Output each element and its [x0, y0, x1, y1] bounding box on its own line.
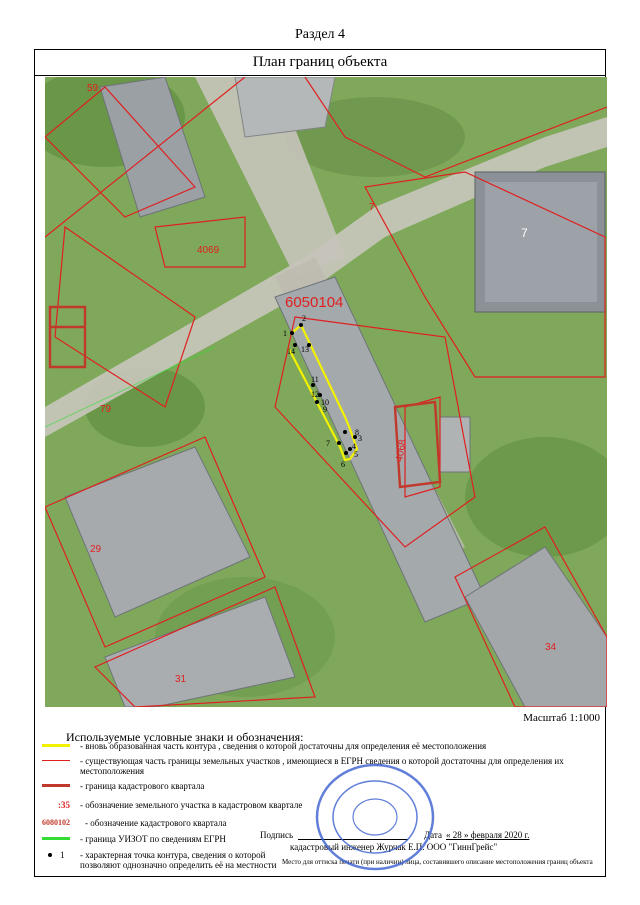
signature-label: Подпись: [260, 830, 294, 840]
parcel-label: 34: [545, 642, 557, 653]
point-label: 5: [354, 450, 358, 459]
parcel-label: 7: [369, 202, 375, 213]
legend-text: - обозначение земельного участка в кадастровом квартале: [80, 800, 303, 810]
building-number: 7: [521, 226, 528, 240]
date-label: Дата: [424, 830, 442, 840]
plan-title: План границ объекта: [34, 49, 606, 76]
legend-red-line: [42, 760, 70, 761]
building-top: [235, 77, 335, 137]
legend-text: - вновь образованная часть контура , сведения о которой достаточны для определения её местоположения: [80, 741, 487, 751]
point-label: 13: [301, 345, 309, 354]
legend-text: - характерная точка контура, сведения о которой позволяют однозначно определить её на местности: [80, 850, 277, 870]
legend-title: Используемые условные знаки и обозначения:: [66, 730, 304, 744]
satellite-map[interactable]: [45, 77, 607, 707]
legend-text: - существующая часть границы земельных участков , имеющиеся в ЕГРН сведения о которой достаточны для определения их местоположения: [80, 756, 564, 776]
legend-point-icon: [48, 853, 52, 857]
point-label: 2: [302, 314, 306, 323]
legend-text: - обозначение кадастрового квартала: [85, 818, 227, 828]
parcel-label: 79: [100, 404, 112, 415]
scale-text: Масштаб 1:1000: [523, 712, 600, 724]
point-label: 8: [355, 428, 359, 437]
legend-text: - граница УИЗОТ по сведениям ЕГРН: [80, 834, 226, 844]
parcel-label: 59: [87, 83, 99, 94]
point-label: 1: [283, 329, 287, 338]
point-label: 11: [311, 375, 319, 384]
section-title: Раздел 4: [294, 27, 346, 42]
parcel-label: 31: [175, 674, 187, 685]
legend-point-symbol: 1: [60, 850, 65, 860]
parcel-label: 4068: [394, 438, 409, 463]
point-label: 6: [341, 460, 345, 469]
parcel-label: 4069: [197, 245, 220, 256]
map-canvas: [45, 77, 607, 707]
point-label: 14: [287, 347, 295, 356]
date-value: « 28 » февраля 2020 г.: [446, 830, 530, 840]
legend-text: - граница кадастрового квартала: [80, 781, 205, 791]
legend-block-line: [42, 784, 70, 787]
parcel-label: 29: [90, 544, 102, 555]
legend-block-symbol: 6080102: [42, 818, 70, 827]
point-label: 4: [352, 442, 356, 451]
point-label: 9: [323, 405, 327, 414]
legend-yellow-line: [42, 744, 70, 747]
point-label: 7: [326, 439, 330, 448]
point-label: 3: [358, 434, 362, 443]
point-label: 10: [321, 398, 329, 407]
block-label: 6050104: [285, 294, 344, 311]
stamp-note: Место для оттиска печати (при наличии) лица, составившего описание местоположения границ объекта: [282, 858, 593, 866]
stamp: [310, 760, 440, 875]
legend-green-line: [42, 837, 70, 840]
point-label: 12: [311, 390, 319, 399]
engineer-name: кадастровый инженер Журчак Е.П. ООО "ГиннГрейс": [290, 842, 498, 852]
legend-parcel-symbol: :35: [58, 800, 70, 810]
